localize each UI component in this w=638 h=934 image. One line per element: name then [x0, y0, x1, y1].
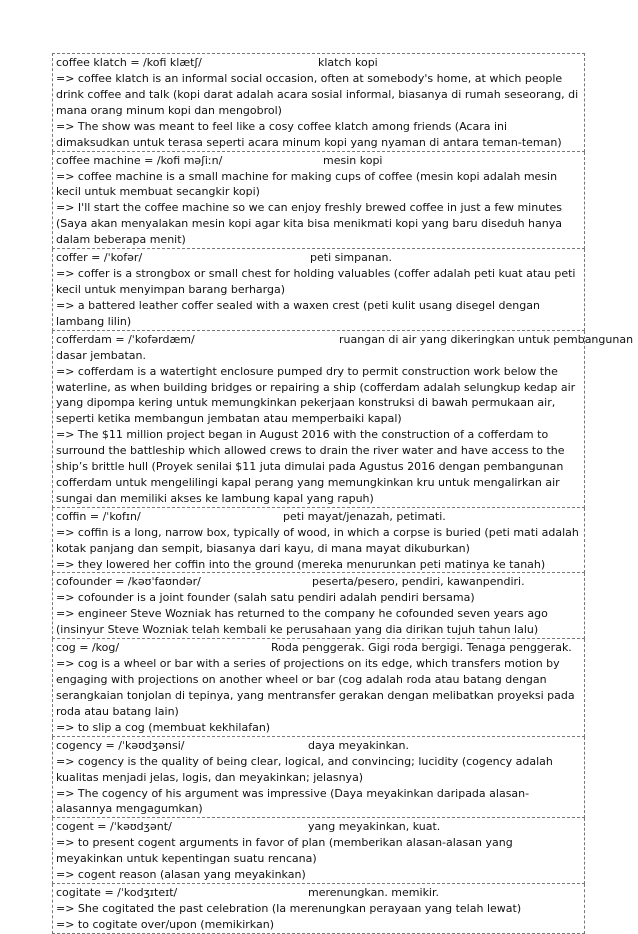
- entry-headword-row: [56, 640, 581, 656]
- entry-headword-row: [56, 885, 581, 901]
- entry-headword-row: [56, 250, 581, 266]
- entry-example-line: => She cogitated the past celebration (Ia merenungkan perayaan yang telah lewat): [56, 902, 522, 916]
- entry-term: cogitate = /ˈkodʒɪteɪt/: [56, 886, 178, 900]
- entry-example-line: => coffee machine is a small machine for making cups of coffee (mesin kopi adalah mesin kecil untuk membuat secangkir kopi): [56, 169, 558, 199]
- dictionary-entry: [52, 152, 585, 250]
- entry-example-line: => cogency is the quality of being clear, logical, and convincing; lucidity (cogency adalah kualitas menjadi jelas, logis, dan meyakinkan; jelasnya): [56, 754, 553, 784]
- entry-translation: yang meyakinkan, kuat.: [308, 820, 441, 834]
- entry-example-line: => cog is a wheel or bar with a series of projections on its edge, which transfers motion by engaging with projections on another wheel or bar (cog adalah roda atau batang dengan serangkaian tonjolan di tepinya, yang mentransfer gerakan dengan melibatkan proyeksi pada roda atau batang lain): [56, 657, 575, 718]
- entry-term: coffin = /ˈkofɪn/: [56, 509, 141, 523]
- entry-example-line: => to cogitate over/upon (memikirkan): [56, 917, 274, 931]
- entry-headword-row: [56, 738, 581, 754]
- entry-translation: peti mayat/jenazah, petimati.: [283, 509, 446, 523]
- entry-example-line: => to slip a cog (membuat kekhilafan): [56, 720, 271, 734]
- entry-example-line: => The $11 million project began in August 2016 with the construction of a cofferdam to surround the battleship which allowed crews to drain the river water and have access to the ship’s brittle hull (Proyek senilai $11 juta dimulai pada Agustus 2016 dengan pembangunan cofferdam untuk mengelilingi kapal perang yang memungkinkan kru untuk mengalirkan air sungai dan memiliki akses ke lambung kapal yang rapuh): [56, 428, 565, 505]
- entry-example-line: => cofounder is a joint founder (salah satu pendiri adalah pendiri bersama): [56, 591, 475, 605]
- entry-example-line: => to present cogent arguments in favor of plan (memberikan alasan-alasan yang meyakinkan untuk kepentingan suatu rencana): [56, 836, 513, 866]
- entry-headword-row: [56, 819, 581, 835]
- dictionary-document: [52, 53, 634, 934]
- entry-example-line: => cogent reason (alasan yang meyakinkan): [56, 868, 306, 882]
- entry-term: cog = /kog/: [56, 641, 120, 655]
- entry-example-line: => coffee klatch is an informal social occasion, often at somebody's home, at which people drink coffee and talk (kopi darat adalah acara sosial informal, biasanya di rumah seseorang, di mana orang minum kopi dan mengobrol): [56, 72, 579, 117]
- entry-term: cofferdam = /ˈkofərdæm/: [56, 332, 195, 346]
- entry-term: coffee klatch = /kofi klætʃ/: [56, 56, 202, 69]
- entry-translation: merenungkan. memikir.: [308, 886, 440, 900]
- entry-headword-row: [56, 574, 581, 590]
- dictionary-entry: [52, 884, 585, 934]
- entry-translation: peserta/pesero, pendiri, kawanpendiri.: [312, 575, 525, 589]
- entry-headword-row: [56, 55, 581, 71]
- entry-example-line: => engineer Steve Wozniak has returned to the company he cofounded seven years ago (insinyur Steve Wozniak telah kembali ke perusahaan yang dia dirikan tujuh tahun lalu): [56, 607, 548, 637]
- entry-translation: klatch kopi: [318, 56, 378, 69]
- entry-translation: Roda penggerak. Gigi roda bergigi. Tenaga penggerak.: [271, 641, 572, 655]
- entry-continuation-line: dasar jembatan.: [56, 348, 146, 362]
- entry-headword-row: [56, 332, 634, 348]
- entry-term: cofounder = /kəʊˈfaʊndər/: [56, 575, 201, 589]
- entry-example-line: => I'll start the coffee machine so we can enjoy freshly brewed coffee in just a few minutes (Saya akan menyalakan mesin kopi agar kita bisa menikmati kopi yang baru diseduh hanya dalam beberapa menit): [56, 201, 562, 247]
- entry-translation: peti simpanan.: [310, 251, 393, 265]
- entry-term: cogent = /ˈkəʊdʒənt/: [56, 820, 172, 834]
- entry-headword-row: [56, 509, 581, 525]
- entry-example-line: => The show was meant to feel like a cosy coffee klatch among friends (Acara ini dimaksudkan untuk terasa seperti acara minum kopi yang nyaman di antara teman-teman): [56, 119, 562, 149]
- dictionary-entry: [52, 573, 585, 639]
- dictionary-entry: [52, 818, 585, 884]
- entry-headword-row: [56, 153, 581, 169]
- entry-term: cogency = /ˈkəʊdʒənsi/: [56, 738, 185, 752]
- dictionary-entry: [52, 331, 634, 508]
- dictionary-entry: [52, 508, 585, 574]
- dictionary-entry: [52, 249, 585, 331]
- entry-term: coffee machine = /kofi məʃiːn/: [56, 153, 223, 167]
- entry-example-line: => they lowered her coffin into the ground (mereka menurunkan peti matinya ke tanah): [56, 557, 546, 571]
- entry-example-line: => a battered leather coffer sealed with a waxen crest (peti kulit usang disegel dengan lambang lilin): [56, 298, 540, 328]
- dictionary-entry: [52, 737, 585, 819]
- entry-term: coffer = /ˈkofər/: [56, 251, 143, 265]
- entry-translation: daya meyakinkan.: [308, 738, 409, 752]
- entry-translation: ruangan di air yang dikeringkan untuk pembangunan: [339, 332, 634, 346]
- entry-example-line: => coffer is a strongbox or small chest for holding valuables (coffer adalah peti kuat atau peti kecil untuk menyimpan barang berharga): [56, 267, 576, 296]
- dictionary-entry: [52, 53, 585, 152]
- entry-example-line: => cofferdam is a watertight enclosure pumped dry to permit construction work below the waterline, as when building bridges or repairing a ship (cofferdam adalah selungkup kedap air yang dipompa kering untuk memungkinkan pekerjaan konstruksi di bawah permukaan air, seperti ketika membangun jembatan atau memperbaiki kapal): [56, 364, 576, 426]
- dictionary-entry: [52, 639, 585, 737]
- entry-example-line: => The cogency of his argument was impressive (Daya meyakinkan daripada alasan-alasannya mengagumkan): [56, 786, 530, 816]
- entry-example-line: => coffin is a long, narrow box, typically of wood, in which a corpse is buried (peti mati adalah kotak panjang dan sempit, biasanya dari kayu, di mana mayat dikuburkan): [56, 525, 579, 555]
- entry-translation: mesin kopi: [323, 153, 383, 167]
